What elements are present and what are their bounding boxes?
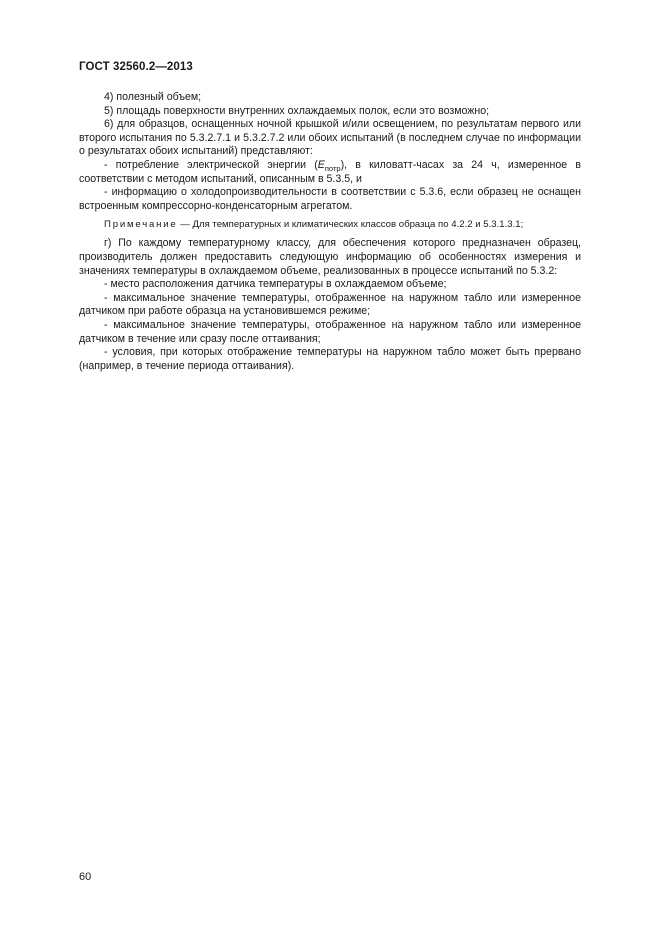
note-text: Для температурных и климатических классов образца по 4.2.2 и 5.3.1.3.1; (192, 219, 524, 231)
energy-variable: E (317, 158, 325, 171)
section-g-bullet-3: - максимальное значение температуры, отображенное на наружном табло или измеренное датчиком в течение или сразу после оттаивания; (79, 318, 581, 345)
note-label: Примечание (104, 219, 178, 231)
energy-consumption-bullet (79, 159, 581, 186)
section-g-bullet-4: - условия, при которых отображение температуры на наружном табло может быть прервано (например, в течение периода оттаивания). (79, 346, 581, 372)
note-dash: — (177, 219, 193, 231)
energy-variable-subscript: потр (324, 164, 341, 174)
section-g-bullet-2: - максимальное значение температуры, отображенное на наружном табло или измеренное датчиком при работе образца на установившемся режиме; (79, 291, 581, 318)
document-header: ГОСТ 32560.2—2013 (79, 61, 193, 73)
energy-bullet-text-post: ), в киловатт-часах за 24 ч, измеренное в соответствии с методом испытаний, описанным в 5.3.5, и (79, 158, 581, 185)
section-g-bullet-1: - место расположения датчика температуры в охлаждаемом объеме; (104, 278, 447, 291)
section-g-intro: г) По каждому температурному классу, для обеспечения которого предназначен образец, производитель должен предоставить следующую информацию об особенностях измерения и значениях температуры в охлаждаемом объеме, реализованных в процессе испытаний по 5.3.2: (79, 237, 581, 277)
energy-bullet-text-pre: - потребление электрической энергии ( (104, 158, 318, 171)
page-number: 60 (79, 871, 92, 883)
list-item-4: 4) полезный объем; (104, 91, 202, 103)
note (79, 218, 581, 231)
list-item-6: 6) для образцов, оснащенных ночной крышкой и/или освещением, по результатам первого или второго испытания по 5.3.2.7.1 и 5.3.2.7.2 или обоих испытаний (в последнем случае по информации о результатах обоих испытаний) представляют: (79, 118, 581, 158)
document-body (79, 91, 581, 373)
list-item-5: 5) площадь поверхности внутренних охлаждаемых полок, если это возможно; (104, 104, 490, 117)
cooling-capacity-bullet: - информацию о холодопроизводительности в соответствии с 5.3.6, если образец не оснащен встроенным компрессорно-конденсаторным агрегатом. (79, 186, 581, 212)
